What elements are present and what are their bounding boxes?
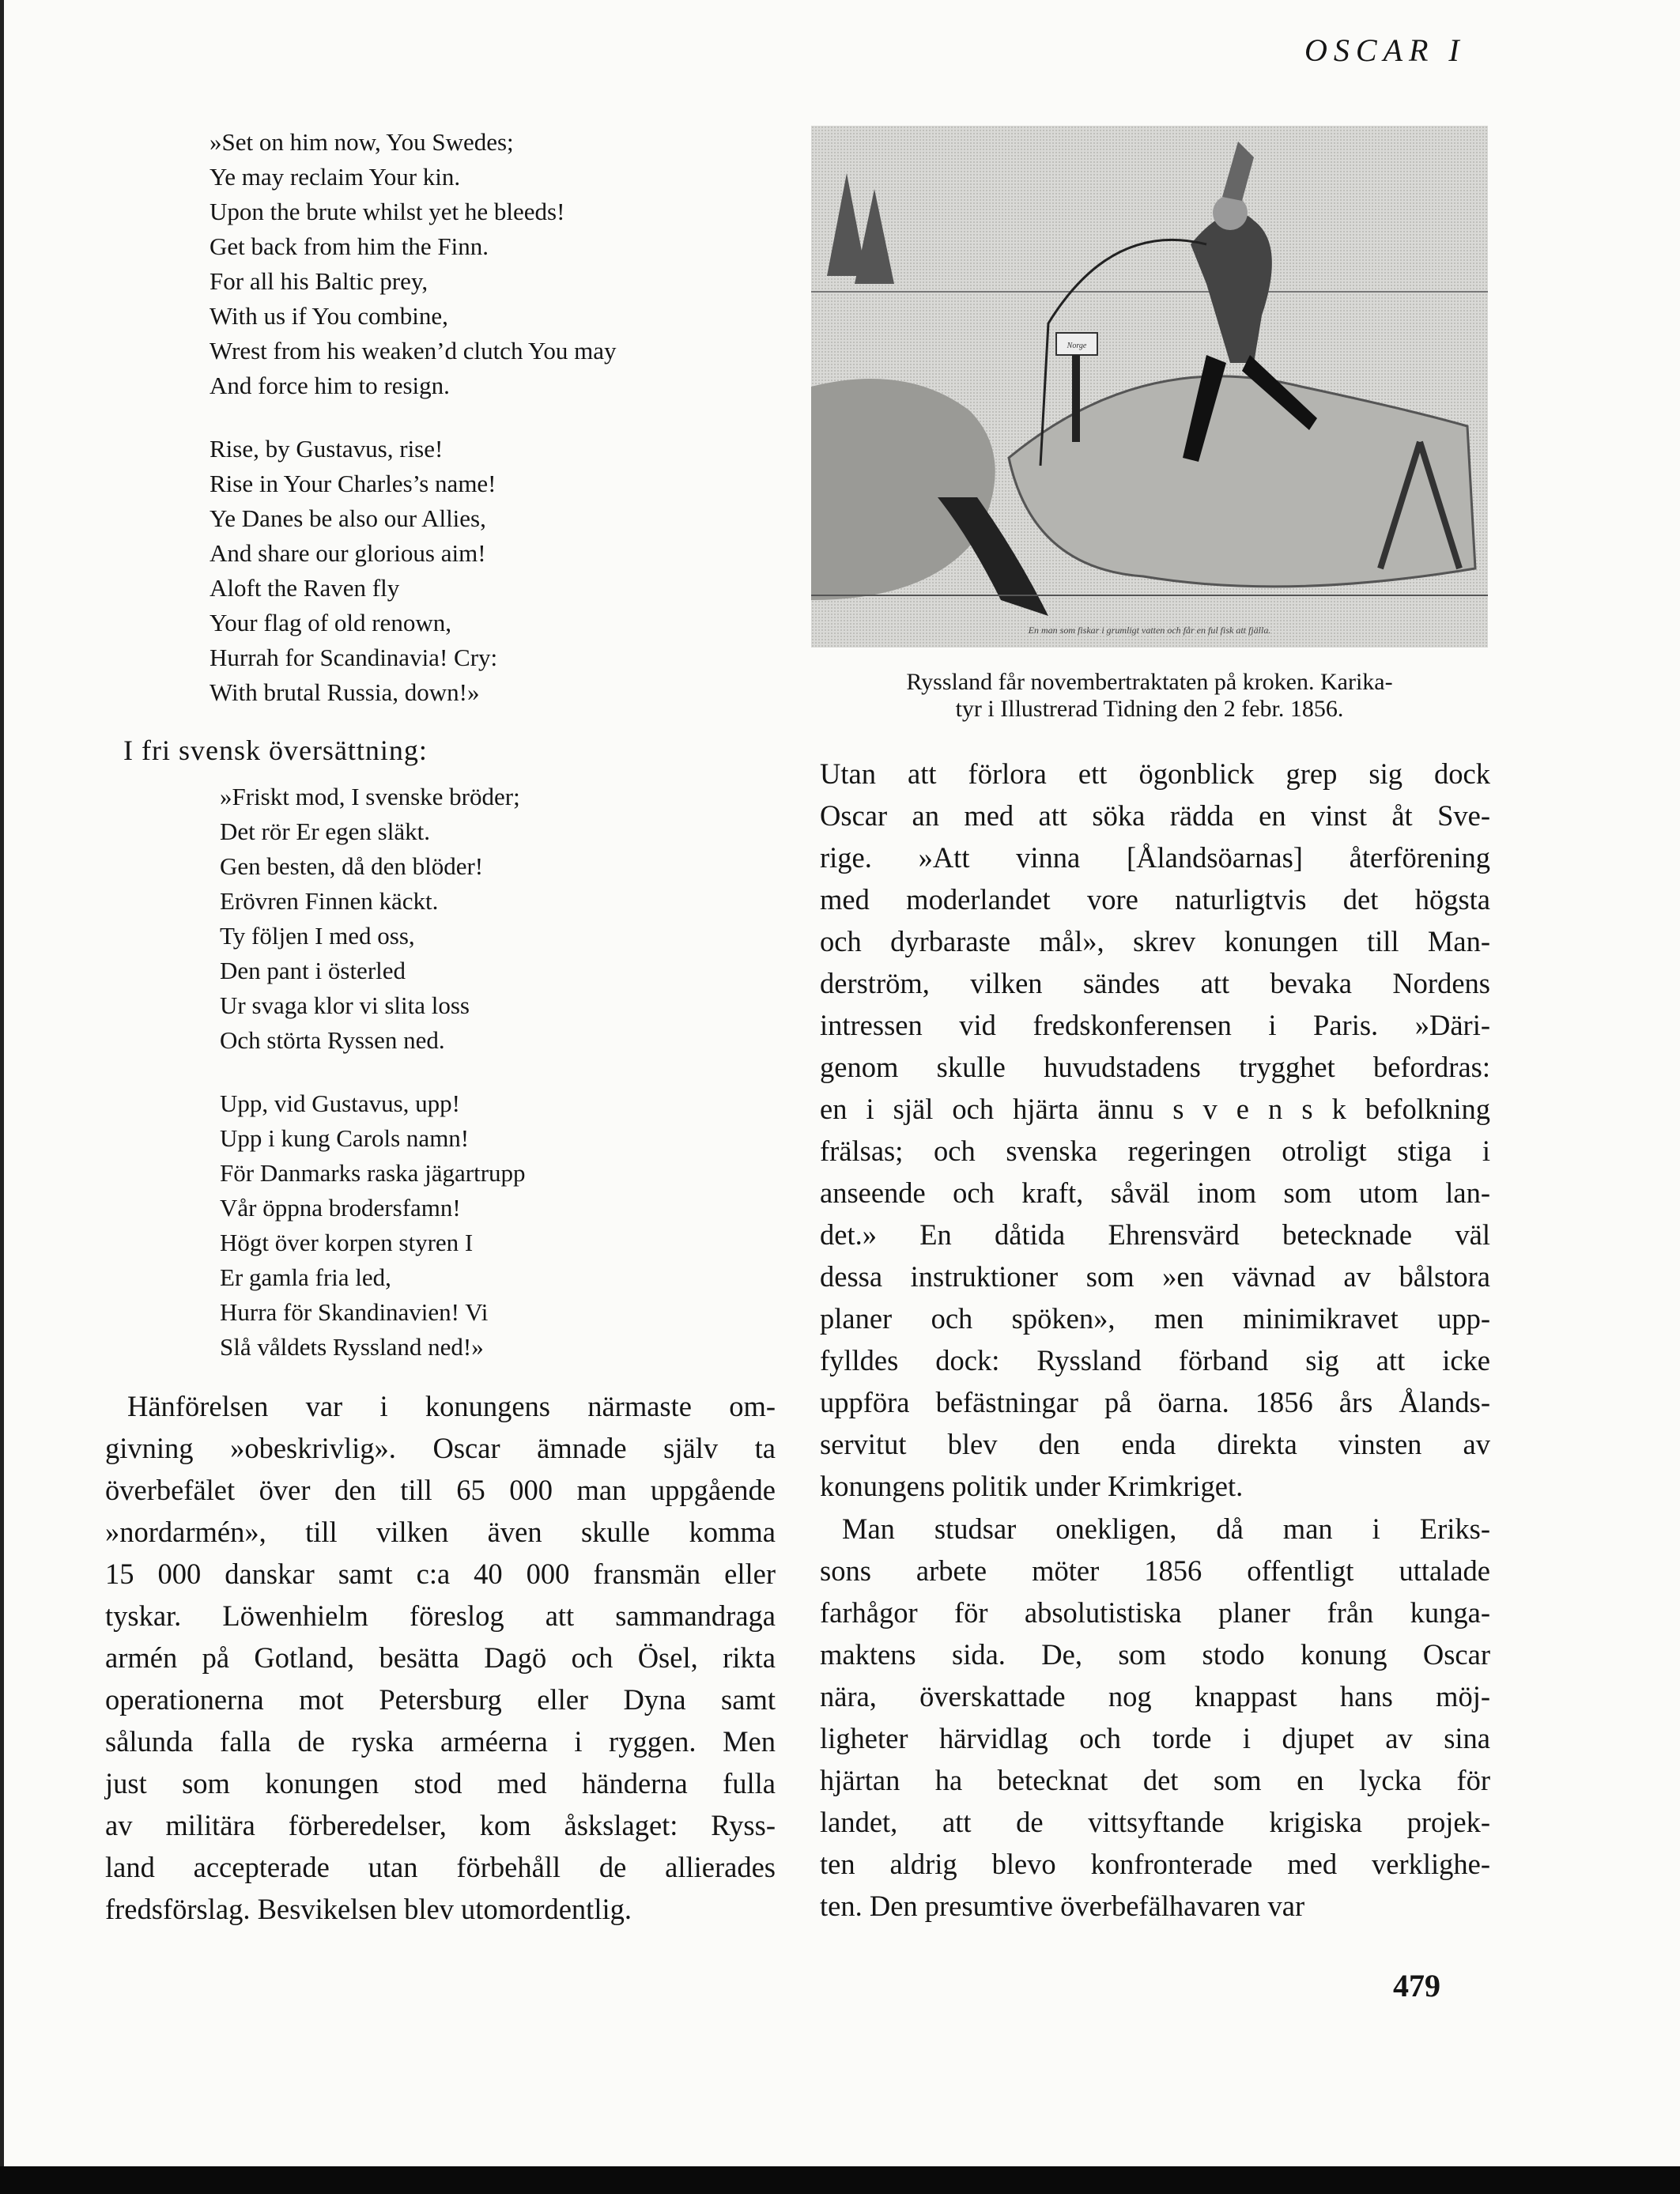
text-line: uppföra befästningar på öarna. 1856 års Ålands- (820, 1386, 1490, 1418)
running-head: OSCAR I (1304, 32, 1466, 68)
caption-line: tyr i Illustrerad Tidning den 2 febr. 1856. (955, 696, 1344, 722)
verse-line: Det rör Er egen släkt. (220, 818, 430, 845)
text-line: sålunda falla de ryska arméerna i ryggen. Men (105, 1725, 776, 1758)
verse-line: Den pant i österled (220, 957, 406, 984)
text-line: ten. Den presumtive överbefälhavaren var (820, 1890, 1305, 1922)
verse-line: Slå våldets Ryssland ned!» (220, 1333, 484, 1361)
text-line: hjärtan ha betecknat det som en lycka för (820, 1764, 1490, 1796)
text-line: fredsförslag. Besvikelsen blev utomordentlig. (105, 1893, 632, 1925)
text-line: konungens politik under Krimkriget. (820, 1470, 1244, 1502)
text-line: överbefälet över den till 65 000 man uppgående (105, 1474, 776, 1506)
verse-line: Hurrah for Scandinavia! Cry: (210, 644, 498, 671)
verse-line: Ye may reclaim Your kin. (210, 163, 461, 191)
text-line: med moderlandet vore naturligtvis det högsta (820, 883, 1490, 916)
verse-line: Get back from him the Finn. (210, 232, 489, 260)
text-line: derström, vilken sändes att bevaka Nordens (820, 967, 1490, 999)
figure-caption (811, 669, 1488, 723)
verse-line: Upon the brute whilst yet he bleeds! (210, 198, 565, 225)
paragraph (820, 1508, 1490, 1927)
stanza (220, 1086, 526, 1365)
caption-line: Ryssland får novembertraktaten på kroken. Karika- (906, 669, 1393, 695)
verse-line: Ur svaga klor vi slita loss (220, 991, 470, 1019)
text-line: planer och spöken», men minimikravet upp- (820, 1302, 1490, 1335)
verse-line: Rise in Your Charles’s name! (210, 470, 496, 497)
verse-line: Upp, vid Gustavus, upp! (220, 1089, 460, 1117)
text-line: ligheter härvidlag och torde i djupet av sina (820, 1722, 1490, 1754)
verse-line: With brutal Russia, down!» (210, 678, 480, 706)
text-line: ten aldrig blevo konfronterade med verklighe- (820, 1848, 1490, 1880)
text-line: operationerna mot Petersburg eller Dyna samt (105, 1683, 776, 1716)
english-poem (210, 125, 616, 738)
verse-line: For all his Baltic prey, (210, 267, 428, 295)
verse-line: »Set on him now, You Swedes; (210, 128, 514, 156)
verse-line: Erövren Finnen käckt. (220, 887, 439, 915)
paragraph (105, 1385, 776, 1930)
swedish-poem (220, 780, 526, 1393)
text-line: en i själ och hjärta ännu s v e n s k befolkning (820, 1093, 1490, 1125)
text-line: fylldes dock: Ryssland förband sig att icke (820, 1344, 1490, 1376)
stanza (210, 125, 616, 403)
verse-line: Hurra för Skandinavien! Vi (220, 1298, 489, 1326)
verse-line: Er gamla fria led, (220, 1263, 391, 1291)
scan-border (0, 2166, 1680, 2194)
text-line: av militära förberedelser, kom åskslaget: Ryss- (105, 1809, 776, 1841)
verse-line: Vår öppna brodersfamn! (220, 1194, 461, 1222)
text-line: frälsas; och svenska regeringen otroligt stiga i (820, 1135, 1490, 1167)
verse-line: För Danmarks raska jägartrupp (220, 1159, 526, 1187)
verse-line: Upp i kung Carols namn! (220, 1124, 470, 1152)
text-line: servitut blev den enda direkta vinsten av (820, 1428, 1490, 1460)
text-line: rige. »Att vinna [Ålandsöarnas] återförening (820, 841, 1490, 874)
verse-line: Ye Danes be also our Allies, (210, 504, 486, 532)
text-line: Man studsar onekligen, då man i Eriks- (842, 1512, 1490, 1545)
verse-line: Aloft the Raven fly (210, 574, 400, 602)
text-line: land accepterade utan förbehåll de allierades (105, 1851, 776, 1883)
verse-line: »Friskt mod, I svenske bröder; (220, 783, 520, 810)
verse-line: Högt över korpen styren I (220, 1229, 474, 1256)
text-line: dessa instruktioner som »en vävnad av bålstora (820, 1260, 1490, 1293)
text-line: Utan att förlora ett ögonblick grep sig dock (820, 757, 1490, 790)
text-line: och dyrbaraste mål», skrev konungen till Man- (820, 925, 1490, 957)
illustration-inner-caption: En man som fiskar i grumligt vatten och får en ful fisk att fjälla. (1028, 625, 1271, 636)
text-line: just som konungen stod med händerna fulla (105, 1767, 776, 1799)
verse-line: Ty följen I med oss, (220, 922, 415, 950)
caricature-drawing (811, 126, 1488, 648)
text-line: armén på Gotland, besätta Dagö och Ösel, rikta (105, 1641, 776, 1674)
page-number: 479 (1393, 1968, 1440, 2003)
verse-line: With us if You combine, (210, 302, 448, 330)
stanza (210, 432, 616, 710)
translation-intro: I fri svensk översättning: (123, 734, 428, 766)
text-line: Oscar an med att söka rädda en vinst åt Sve- (820, 799, 1490, 832)
text-line: tyskar. Löwenhielm föreslog att sammandraga (105, 1599, 776, 1632)
text-line: »nordarmén», till vilken även skulle komma (105, 1516, 776, 1548)
text-line: anseende och kraft, såväl inom som utom lan- (820, 1176, 1490, 1209)
text-line: genom skulle huvudstadens trygghet befordras: (820, 1051, 1490, 1083)
right-body-text (820, 753, 1490, 1927)
verse-line: Rise, by Gustavus, rise! (210, 435, 444, 463)
text-line: nära, överskattade nog knappast hans möj- (820, 1680, 1490, 1713)
text-line: det.» En dåtida Ehrensvärd betecknade väl (820, 1218, 1490, 1251)
text-line: farhågor för absolutistiska planer från kunga- (820, 1596, 1490, 1629)
left-body-text (105, 1385, 776, 1930)
text-line: Hänförelsen var i konungens närmaste om- (127, 1390, 776, 1422)
text-line: intressen vid fredskonferensen i Paris. »Däri- (820, 1009, 1490, 1041)
verse-line: And share our glorious aim! (210, 539, 486, 567)
verse-line: Your flag of old renown, (210, 609, 451, 636)
sign-text: Norge (1067, 342, 1087, 350)
text-line: 15 000 danskar samt c:a 40 000 fransmän eller (105, 1558, 776, 1590)
verse-line: Gen besten, då den blöder! (220, 852, 484, 880)
text-line: sons arbete möter 1856 offentligt uttalade (820, 1554, 1490, 1587)
text-line: givning »obeskrivlig». Oscar ämnade själv ta (105, 1432, 776, 1464)
caricature-illustration (811, 126, 1488, 648)
paragraph (820, 753, 1490, 1507)
verse-line: And force him to resign. (210, 372, 450, 399)
text-line: landet, att de vittsyftande krigiska projek- (820, 1806, 1490, 1838)
verse-line: Och störta Ryssen ned. (220, 1026, 445, 1054)
scan-edge (0, 0, 4, 2194)
verse-line: Wrest from his weaken’d clutch You may (210, 337, 617, 364)
stanza (220, 780, 526, 1058)
text-line: maktens sida. De, som stodo konung Oscar (820, 1638, 1490, 1671)
